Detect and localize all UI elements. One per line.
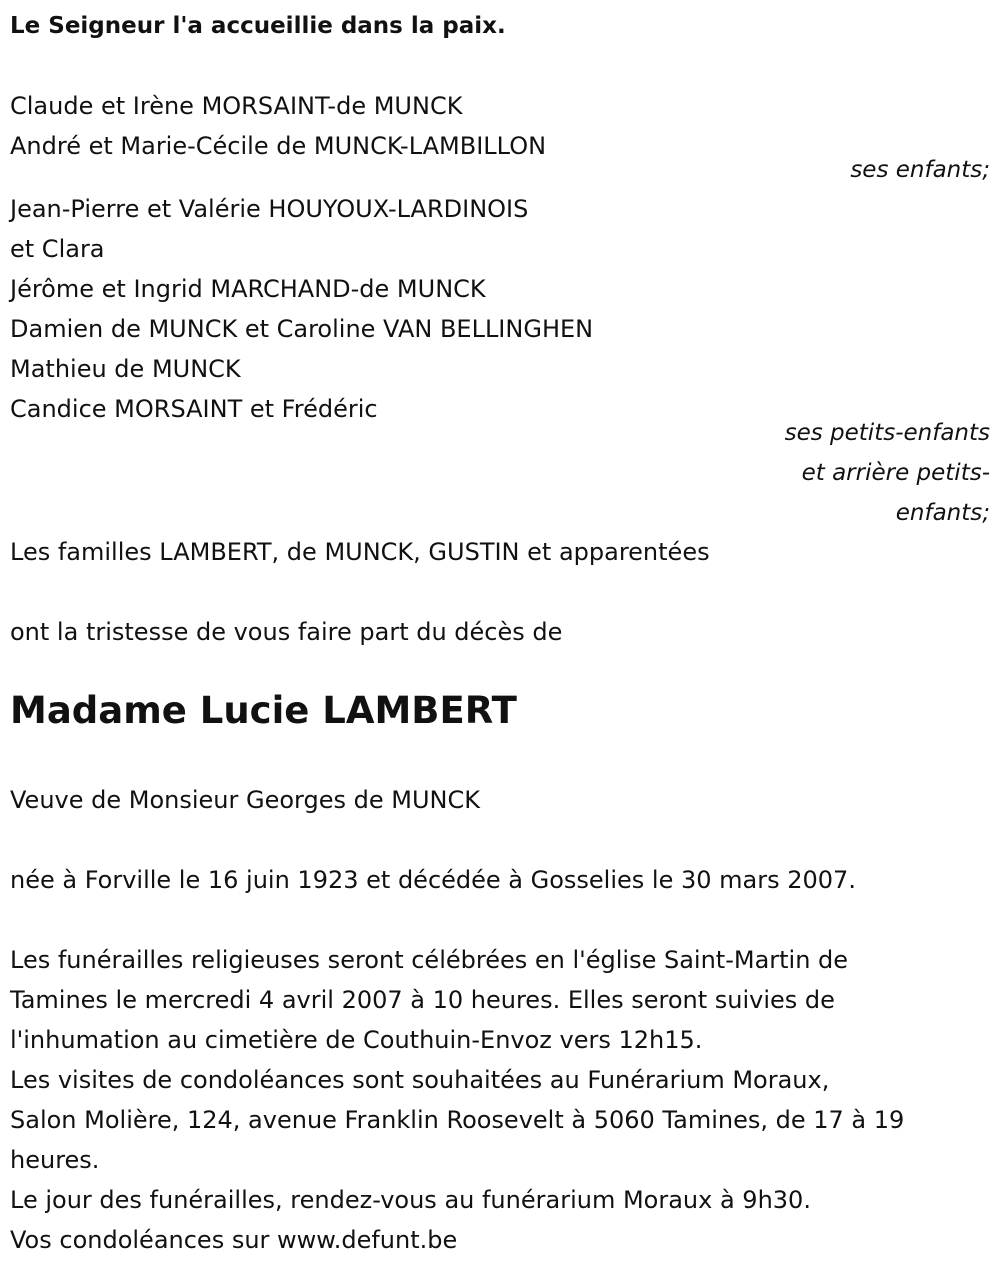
details-line: Les funérailles religieuses seront célébrées en l'église Saint-Martin de (10, 946, 849, 974)
grandchildren-role-line: enfants; (895, 500, 990, 526)
details-line: Salon Molière, 124, avenue Franklin Roosevelt à 5060 Tamines, de 17 à 19 (10, 1106, 905, 1134)
details-line: Les visites de condoléances sont souhaitées au Funérarium Moraux, (10, 1066, 830, 1094)
details-line: Vos condoléances sur www.defunt.be (10, 1226, 458, 1254)
children-name-line: Claude et Irène MORSAINT-de MUNCK (10, 92, 463, 120)
details-line: Tamines le mercredi 4 avril 2007 à 10 heures. Elles seront suivies de (10, 986, 835, 1014)
details-line: heures. (10, 1146, 100, 1174)
grandchildren-name-line: Jérôme et Ingrid MARCHAND-de MUNCK (10, 275, 486, 303)
grandchildren-role-line: et arrière petits- (801, 460, 990, 486)
children-role: ses enfants; (850, 157, 990, 183)
grandchildren-name-line: et Clara (10, 235, 105, 263)
families-line: Les familles LAMBERT, de MUNCK, GUSTIN et apparentées (10, 538, 710, 566)
grandchildren-name-line: Damien de MUNCK et Caroline VAN BELLINGHEN (10, 315, 594, 343)
announcement-line: ont la tristesse de vous faire part du décès de (10, 618, 563, 646)
widow-of-line: Veuve de Monsieur Georges de MUNCK (10, 786, 480, 814)
details-line: Le jour des funérailles, rendez-vous au funérarium Moraux à 9h30. (10, 1186, 811, 1214)
details-line: l'inhumation au cimetière de Couthuin-Envoz vers 12h15. (10, 1026, 703, 1054)
grandchildren-role-line: ses petits-enfants (784, 420, 990, 446)
birth-death-line: née à Forville le 16 juin 1923 et décédée à Gosselies le 30 mars 2007. (10, 866, 856, 894)
grandchildren-name-line: Mathieu de MUNCK (10, 355, 241, 383)
header-text: Le Seigneur l'a accueillie dans la paix. (10, 13, 506, 39)
children-name-line: André et Marie-Cécile de MUNCK-LAMBILLON (10, 132, 547, 160)
grandchildren-name-line: Candice MORSAINT et Frédéric (10, 395, 378, 423)
grandchildren-name-line: Jean-Pierre et Valérie HOUYOUX-LARDINOIS (10, 195, 529, 223)
deceased-name: Madame Lucie LAMBERT (10, 689, 517, 732)
